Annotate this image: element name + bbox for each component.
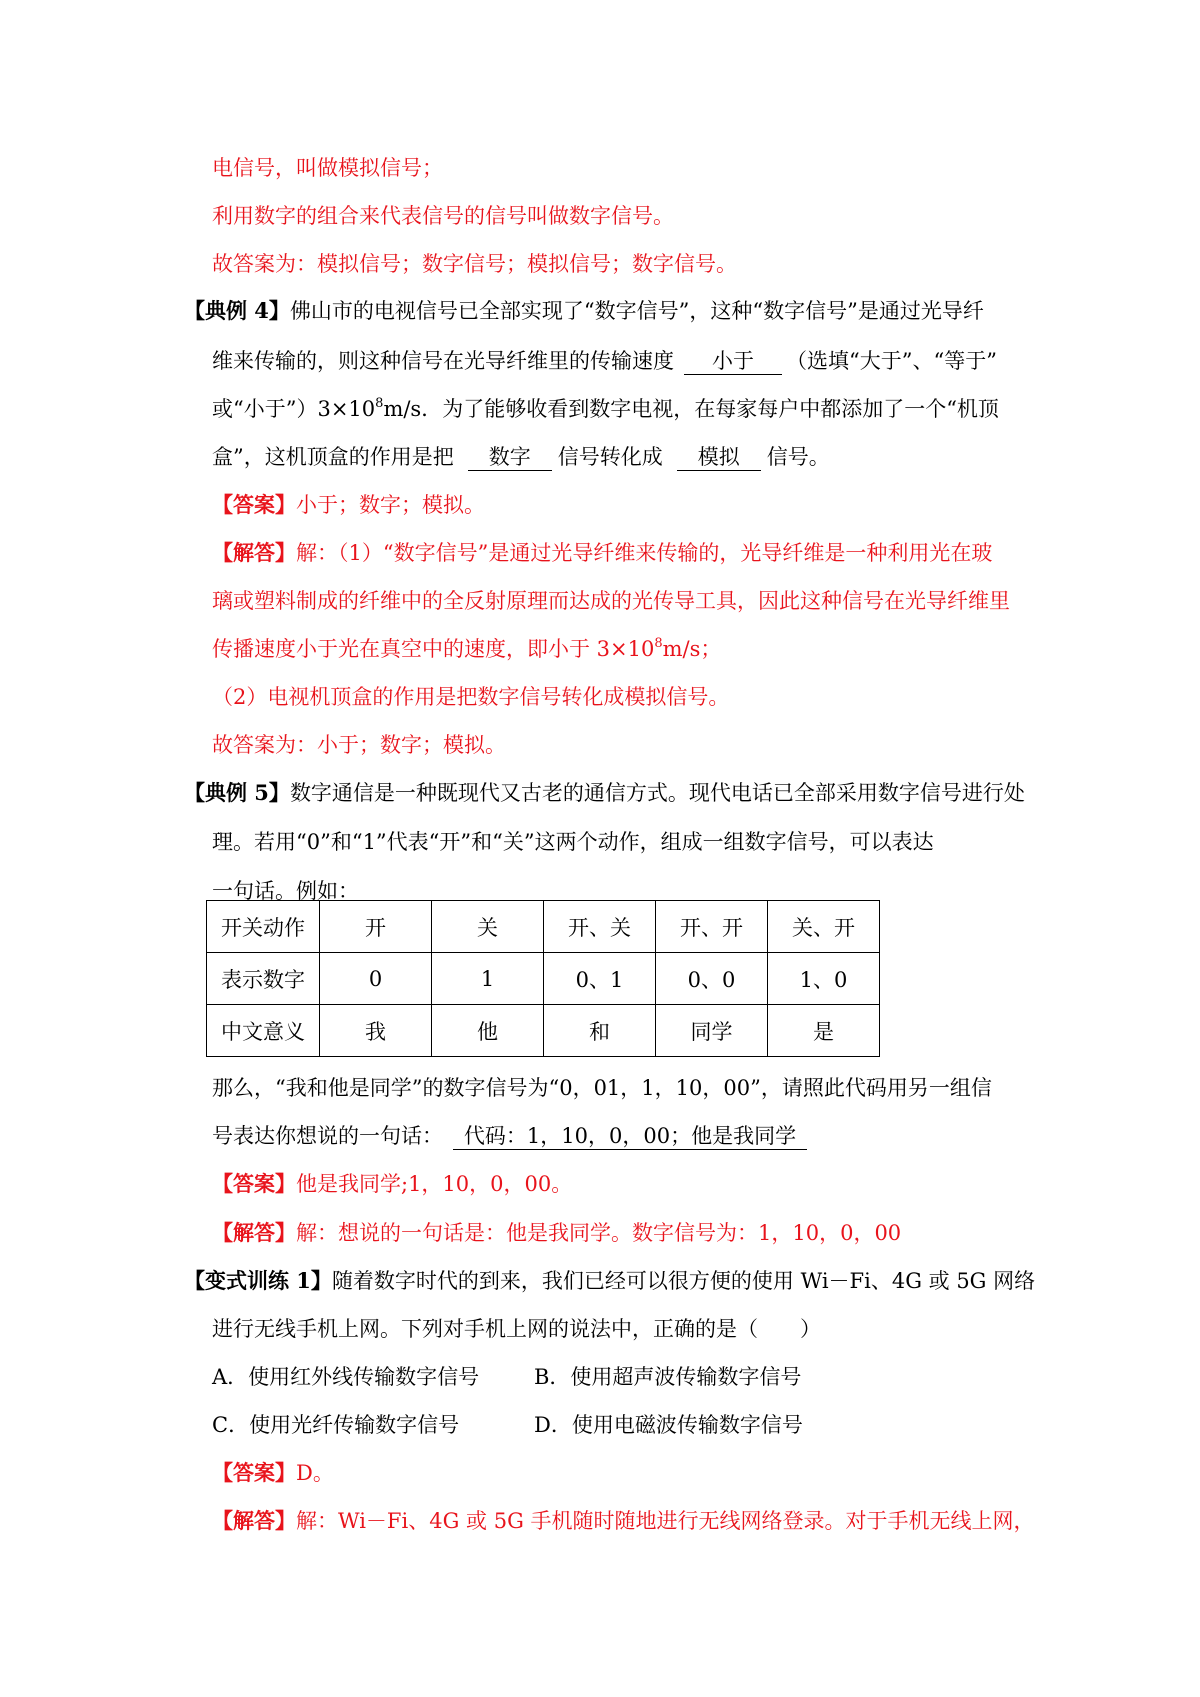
example5-solution: 【解答】解：想说的一句话是：他是我同学。数字信号为：1，10，0，00 [212, 1220, 902, 1245]
example5-question-line-5: 号表达你想说的一句话： 代码：1，10，0，00；他是我同学 [212, 1121, 807, 1151]
example5-question-line-4: 那么，“我和他是同学”的数字信号为“0，01，1，10，00”，请照此代码用另一组信 [212, 1076, 992, 1100]
exponent: 8 [375, 396, 384, 411]
table-cell: 1 [432, 953, 544, 1005]
example4-question-line-3: 或“小于$”)3\times 10^8m/s$．为了能够收看到数字电视，在每家每户中都添加了一个“机顶 [212, 396, 999, 421]
table-cell: 开 [320, 901, 432, 953]
option-b: B．使用超声波传输数字信号 [534, 1365, 802, 1389]
example5-question-line-1: 【典例 5】数字通信是一种既现代又古老的通信方式。现代电话已全部采用数字信号进行处 [184, 780, 1025, 805]
option-d: D．使用电磁波传输数字信号 [534, 1413, 803, 1437]
example4-answer: 【答案】小于；数字；模拟。 [212, 492, 485, 517]
example4-solution-line-3: 传播速度小于光在真空中的速度，即小于 $3\times 10^8m/s$； [212, 636, 722, 661]
example5-question-line-3: 一句话。例如： [212, 879, 359, 903]
intro-line-2: 利用数字的组合来代表信号的信号叫做数字信号。 [212, 204, 674, 228]
intro-line-3: 故答案为：模拟信号；数字信号；模拟信号；数字信号。 [212, 252, 737, 276]
table-cell: 1、0 [768, 953, 880, 1005]
example5-answer: 【答案】他是我同学;1，10，0，00。 [212, 1171, 573, 1196]
table-cell: 是 [768, 1005, 880, 1057]
table-row [207, 953, 880, 1005]
solution-tag: 【解答】 [212, 540, 296, 565]
table-row [207, 901, 880, 953]
variant1-question-line-1: 【变式训练 1】随着数字时代的到来，我们已经可以很方便的使用 Wi－Fi、4G 或 5G 网络 [184, 1268, 1036, 1293]
variant1-question-line-2: 进行无线手机上网。下列对手机上网的说法中，正确的是（ ） [212, 1317, 821, 1341]
example4-solution-line-1: 【解答】解：（1）“数字信号”是通过光导纤维来传输的，光导纤维是一种利用光在玻 [212, 540, 993, 565]
answer-tag: 【答案】 [212, 492, 296, 517]
table-cell: 他 [432, 1005, 544, 1057]
signal-table [206, 900, 880, 1057]
example4-question-line-1: 【典例 4】佛山市的电视信号已全部实现了“数字信号”，这种“数字信号”是通过光导纤 [184, 298, 984, 323]
table-row [207, 1005, 880, 1057]
exponent: 8 [654, 636, 663, 651]
option-c: C．使用光纤传输数字信号 [212, 1413, 460, 1437]
table-cell: 关、开 [768, 901, 880, 953]
example5-blank: 代码：1，10，0，00；他是我同学 [453, 1123, 807, 1150]
table-cell: 中文意义 [207, 1005, 320, 1057]
example5-tag: 【典例 5】 [184, 780, 290, 805]
table-cell: 表示数字 [207, 953, 320, 1005]
example4-solution-line-5: 故答案为：小于；数字；模拟。 [212, 733, 506, 757]
table-cell: 开、关 [544, 901, 656, 953]
table-cell: 开、开 [656, 901, 768, 953]
table-cell: 同学 [656, 1005, 768, 1057]
intro-line-1: 电信号，叫做模拟信号； [212, 156, 443, 180]
answer-tag: 【答案】 [212, 1460, 296, 1485]
variant1-tag: 【变式训练 1】 [184, 1268, 332, 1293]
variant1-solution: 【解答】解：Wi－Fi、4G 或 5G 手机随时随地进行无线网络登录。对于手机无线上网， [212, 1508, 1035, 1533]
example4-tag: 【典例 4】 [184, 298, 290, 323]
table-cell: 0 [320, 953, 432, 1005]
solution-tag: 【解答】 [212, 1508, 296, 1533]
example4-question-line-2: 维来传输的，则这种信号在光导纤维里的传输速度 小于 （选填“大于”、“等于” [212, 349, 997, 373]
table-cell: 0、1 [544, 953, 656, 1005]
answer-tag: 【答案】 [212, 1171, 296, 1196]
example4-blank-3: 模拟 [677, 444, 761, 471]
table-cell: 0、0 [656, 953, 768, 1005]
example4-blank-1: 小于 [684, 348, 782, 375]
example5-question-line-2: 理。若用“0”和“1”代表“开”和“关”这两个动作，组成一组数字信号，可以表达 [212, 830, 934, 854]
variant1-answer: 【答案】D。 [212, 1460, 334, 1485]
example4-solution-line-4: （2）电视机顶盒的作用是把数字信号转化成模拟信号。 [212, 685, 730, 709]
option-a: A．使用红外线传输数字信号 [212, 1365, 480, 1389]
table-cell: 我 [320, 1005, 432, 1057]
example4-blank-2: 数字 [468, 444, 552, 471]
example4-solution-line-2: 璃或塑料制成的纤维中的全反射原理而达成的光传导工具，因此这种信号在光导纤维里 [212, 589, 1010, 613]
table-cell: 开关动作 [207, 901, 320, 953]
example4-question-line-4: 盒”，这机顶盒的作用是把 数字 信号转化成 模拟 信号。 [212, 445, 830, 469]
table-cell: 关 [432, 901, 544, 953]
solution-tag: 【解答】 [212, 1220, 296, 1245]
table-cell: 和 [544, 1005, 656, 1057]
